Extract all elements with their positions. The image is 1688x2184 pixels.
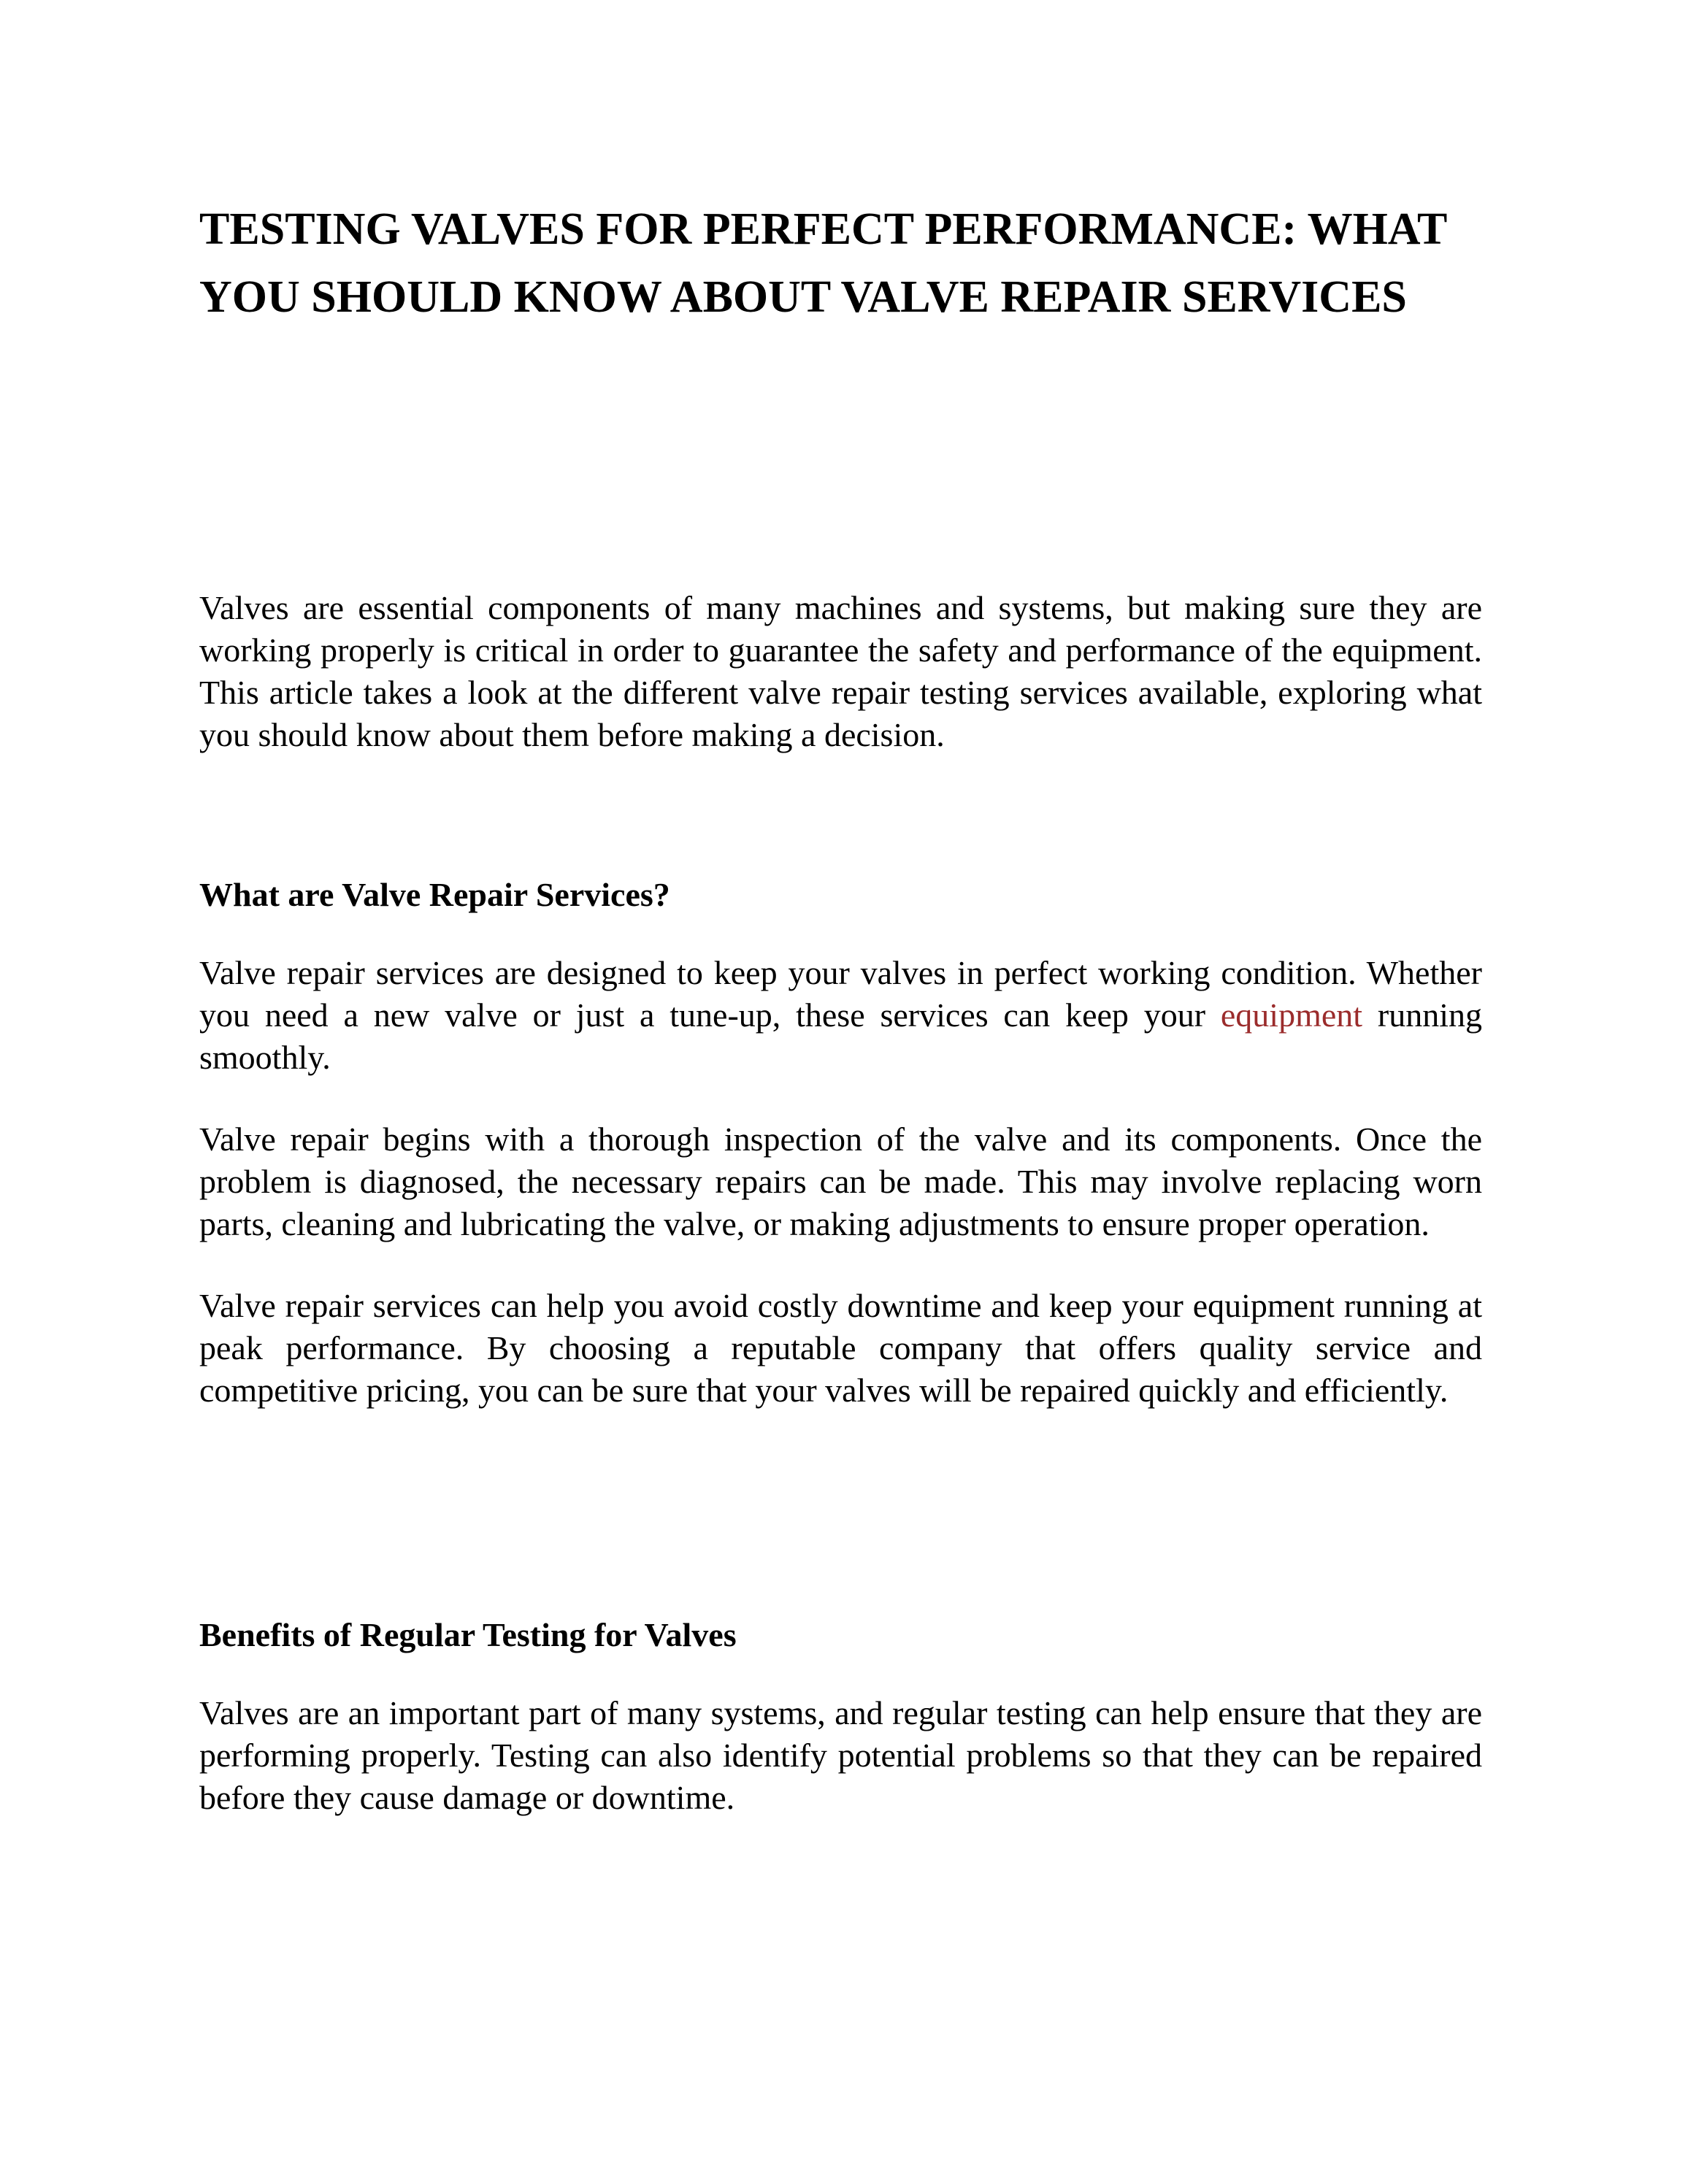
section-paragraph: Valve repair services can help you avoid costly downtime and keep your equipment running at peak performance. By choosing a reputable company that offers quality service and competitive pricing, you can be sure that your valves will be repaired quickly and efficiently. xyxy=(199,1287,1482,1409)
document-title: TESTING VALVES FOR PERFECT PERFORMANCE: WHAT YOU SHOULD KNOW ABOUT VALVE REPAIR SERVICES xyxy=(199,204,1447,322)
section-heading: What are Valve Repair Services? xyxy=(199,876,670,913)
section-paragraph: Valves are an important part of many systems, and regular testing can help ensure that they are performing properly. Testing can also identify potential problems so that they can be repaired before they cause damage or downtime. xyxy=(199,1694,1482,1816)
intro-block xyxy=(199,587,1482,756)
section-paragraph xyxy=(199,952,1482,1079)
section-paragraph: Valve repair begins with a thorough inspection of the valve and its components. Once the problem is diagnosed, the necessary repairs can be made. This may involve replacing worn parts, cleaning and lubricating the valve, or making adjustments to ensure proper operation. xyxy=(199,1120,1482,1242)
equipment-link[interactable]: equipment xyxy=(1220,996,1363,1034)
paragraph-text: running smoothly. xyxy=(199,996,1482,1076)
paragraph-text: Valve repair services are designed to keep your valves in perfect working condition. Whether you need a new valve or just a tune-up, these services can keep your xyxy=(199,954,1482,1034)
section-valve-repair-services xyxy=(199,873,1482,1412)
section-heading: Benefits of Regular Testing for Valves xyxy=(199,1616,737,1653)
section-benefits-of-testing xyxy=(199,1613,1482,1819)
intro-paragraph: Valves are essential components of many machines and systems, but making sure they are working properly is critical in order to guarantee the safety and performance of the equipment. This article takes a look at the different valve repair testing services available, exploring what you should know about them before making a decision. xyxy=(199,589,1482,753)
